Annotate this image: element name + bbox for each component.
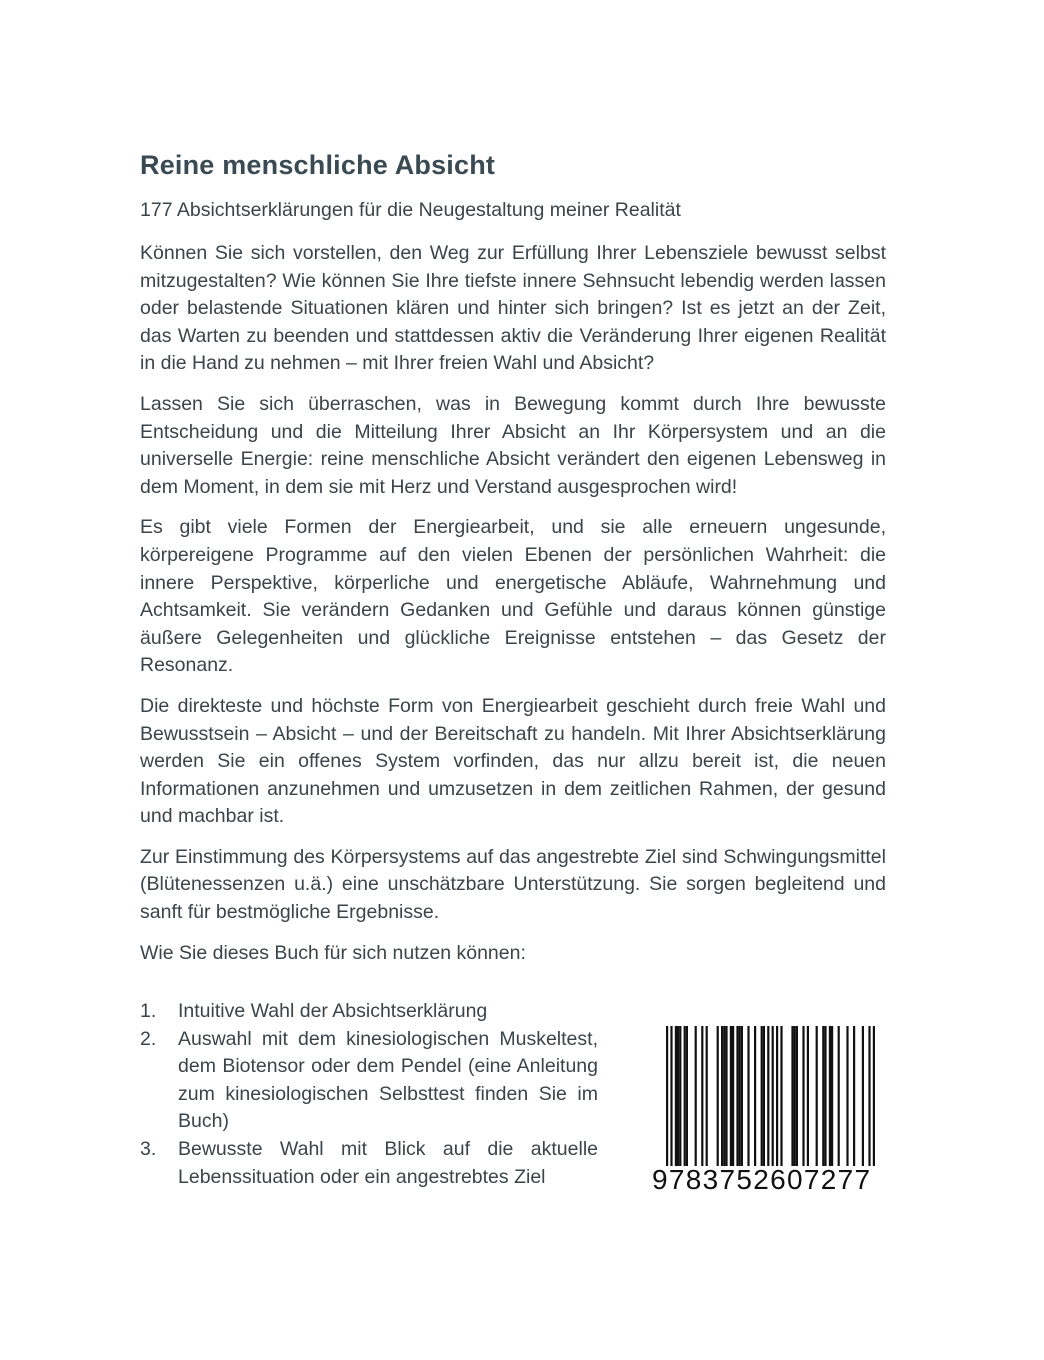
barcode-bar <box>736 1026 738 1166</box>
barcode-bar <box>807 1026 809 1166</box>
barcode-bars <box>652 1026 884 1166</box>
list-item-text: Intuitive Wahl der Absichtserklärung <box>178 1000 488 1022</box>
barcode-bar <box>846 1026 848 1166</box>
barcode-bar <box>802 1026 804 1166</box>
barcode-bar <box>686 1026 688 1166</box>
barcode-bar <box>831 1026 833 1166</box>
list-item <box>140 1136 598 1191</box>
barcode-bar <box>666 1026 668 1166</box>
barcode-bar <box>670 1026 672 1166</box>
barcode-bar <box>791 1026 793 1166</box>
barcode-bar <box>741 1026 743 1166</box>
barcode-bar <box>868 1026 870 1166</box>
isbn-number: 9783752607277 <box>652 1164 872 1195</box>
paragraph-5: Zur Einstimmung des Körpersystems auf das angestrebte Ziel sind Schwingungsmittel (Blütenessenzen u.ä.) eine unschätzbare Unterstützung. Sie sorgen begleitend und sanft für bestmögliche Ergebnisse. <box>140 845 886 924</box>
barcode-bar <box>780 1026 782 1166</box>
usage-list <box>140 998 598 1191</box>
barcode-bar <box>747 1026 749 1166</box>
barcode-bar <box>761 1026 763 1166</box>
barcode-bar <box>862 1026 864 1166</box>
barcode-bar <box>701 1026 703 1166</box>
paragraph-1: Können Sie sich vorstellen, den Weg zur Erfüllung Ihrer Lebensziele bewusst selbst mitzugestalten? Wie können Sie Ihre tiefste innere Sehnsucht lebendig werden lassen oder belastende Situationen klären und hinter sich bringen? Ist es jetzt an der Zeit, das Warten zu beenden und stattdessen aktiv die Veränderung Ihrer eigenen Realität in die Hand zu nehmen – mit Ihrer freien Wahl und Absicht? <box>140 242 886 375</box>
book-title: Reine menschliche Absicht <box>140 150 496 180</box>
barcode-bar <box>776 1026 778 1166</box>
barcode-bar <box>717 1026 719 1166</box>
barcode-bar <box>732 1026 734 1166</box>
barcode-bar <box>730 1026 732 1166</box>
book-subtitle: 177 Absichtserklärungen für die Neugestaltung meiner Realität <box>140 199 681 221</box>
list-item-number: 3. <box>140 1137 157 1160</box>
barcode-bar <box>721 1026 723 1166</box>
list-item-number: 1. <box>140 1000 157 1022</box>
barcode-bar <box>679 1026 681 1166</box>
barcode-bar <box>754 1026 756 1166</box>
barcode-bar <box>767 1026 769 1166</box>
barcode-bar <box>725 1026 727 1166</box>
barcode-bar <box>739 1026 741 1166</box>
barcode-bar <box>853 1026 855 1166</box>
barcode-bar <box>772 1026 774 1166</box>
barcode-bar <box>684 1026 686 1166</box>
list-item-number: 2. <box>140 1027 157 1050</box>
barcode-bar <box>829 1026 831 1166</box>
barcode-bar <box>873 1026 875 1166</box>
barcode-bar <box>822 1026 824 1166</box>
barcode-bar <box>838 1026 840 1166</box>
barcode-bar <box>794 1026 796 1166</box>
list-item <box>140 1026 598 1136</box>
barcode-bar <box>675 1026 677 1166</box>
paragraph-4: Die direkteste und höchste Form von Energiearbeit geschieht durch freie Wahl und Bewusstsein – Absicht – und der Bereitschaft zu handeln. Mit Ihrer Absichtserklärung werden Sie ein offenes System vorfinden, das nur allzu bereit ist, die neuen Informationen anzunehmen und umzusetzen in dem zeitlichen Rahmen, der gesund und machbar ist. <box>140 694 886 828</box>
barcode-bar <box>763 1026 765 1166</box>
barcode-bar <box>695 1026 697 1166</box>
barcode-bar <box>706 1026 708 1166</box>
paragraph-6: Wie Sie dieses Buch für sich nutzen können: <box>140 941 526 964</box>
barcode-bar <box>824 1026 826 1166</box>
barcode-bar <box>796 1026 798 1166</box>
list-item-text: Auswahl mit dem kinesiologischen Muskeltest, dem Biotensor oder dem Pendel (eine Anleitung zum kinesiologischen Selbsttest finden Sie im Buch) <box>178 1027 598 1133</box>
paragraph-3: Es gibt viele Formen der Energiearbeit, und sie alle erneuern ungesunde, körpereigene Programme auf den vielen Ebenen der persönlichen Wahrheit: die innere Perspektive, körperliche und energetische Abläufe, Wahrnehmung und Achtsamkeit. Sie verändern Gedanken und Gefühle und daraus können günstige äußere Gelegenheiten und glückliche Ereignisse entstehen – das Gesetz der Resonanz. <box>140 516 886 677</box>
paragraph-2: Lassen Sie sich überraschen, was in Bewegung kommt durch Ihre bewusste Entscheidung und die Mitteilung Ihrer Absicht an Ihr Körpersystem und an die universelle Energie: reine menschliche Absicht verändert den eigenen Lebensweg in dem Moment, in dem sie mit Herz und Verstand ausgesprochen wird! <box>140 392 886 498</box>
list-item <box>140 998 598 1026</box>
blurb-text <box>140 240 886 980</box>
barcode-bar <box>723 1026 725 1166</box>
barcode-bar <box>677 1026 679 1166</box>
barcode-bar <box>816 1026 818 1166</box>
list-item-text: Bewusste Wahl mit Blick auf die aktuelle Lebenssituation oder ein angestrebtes Ziel <box>178 1137 598 1188</box>
